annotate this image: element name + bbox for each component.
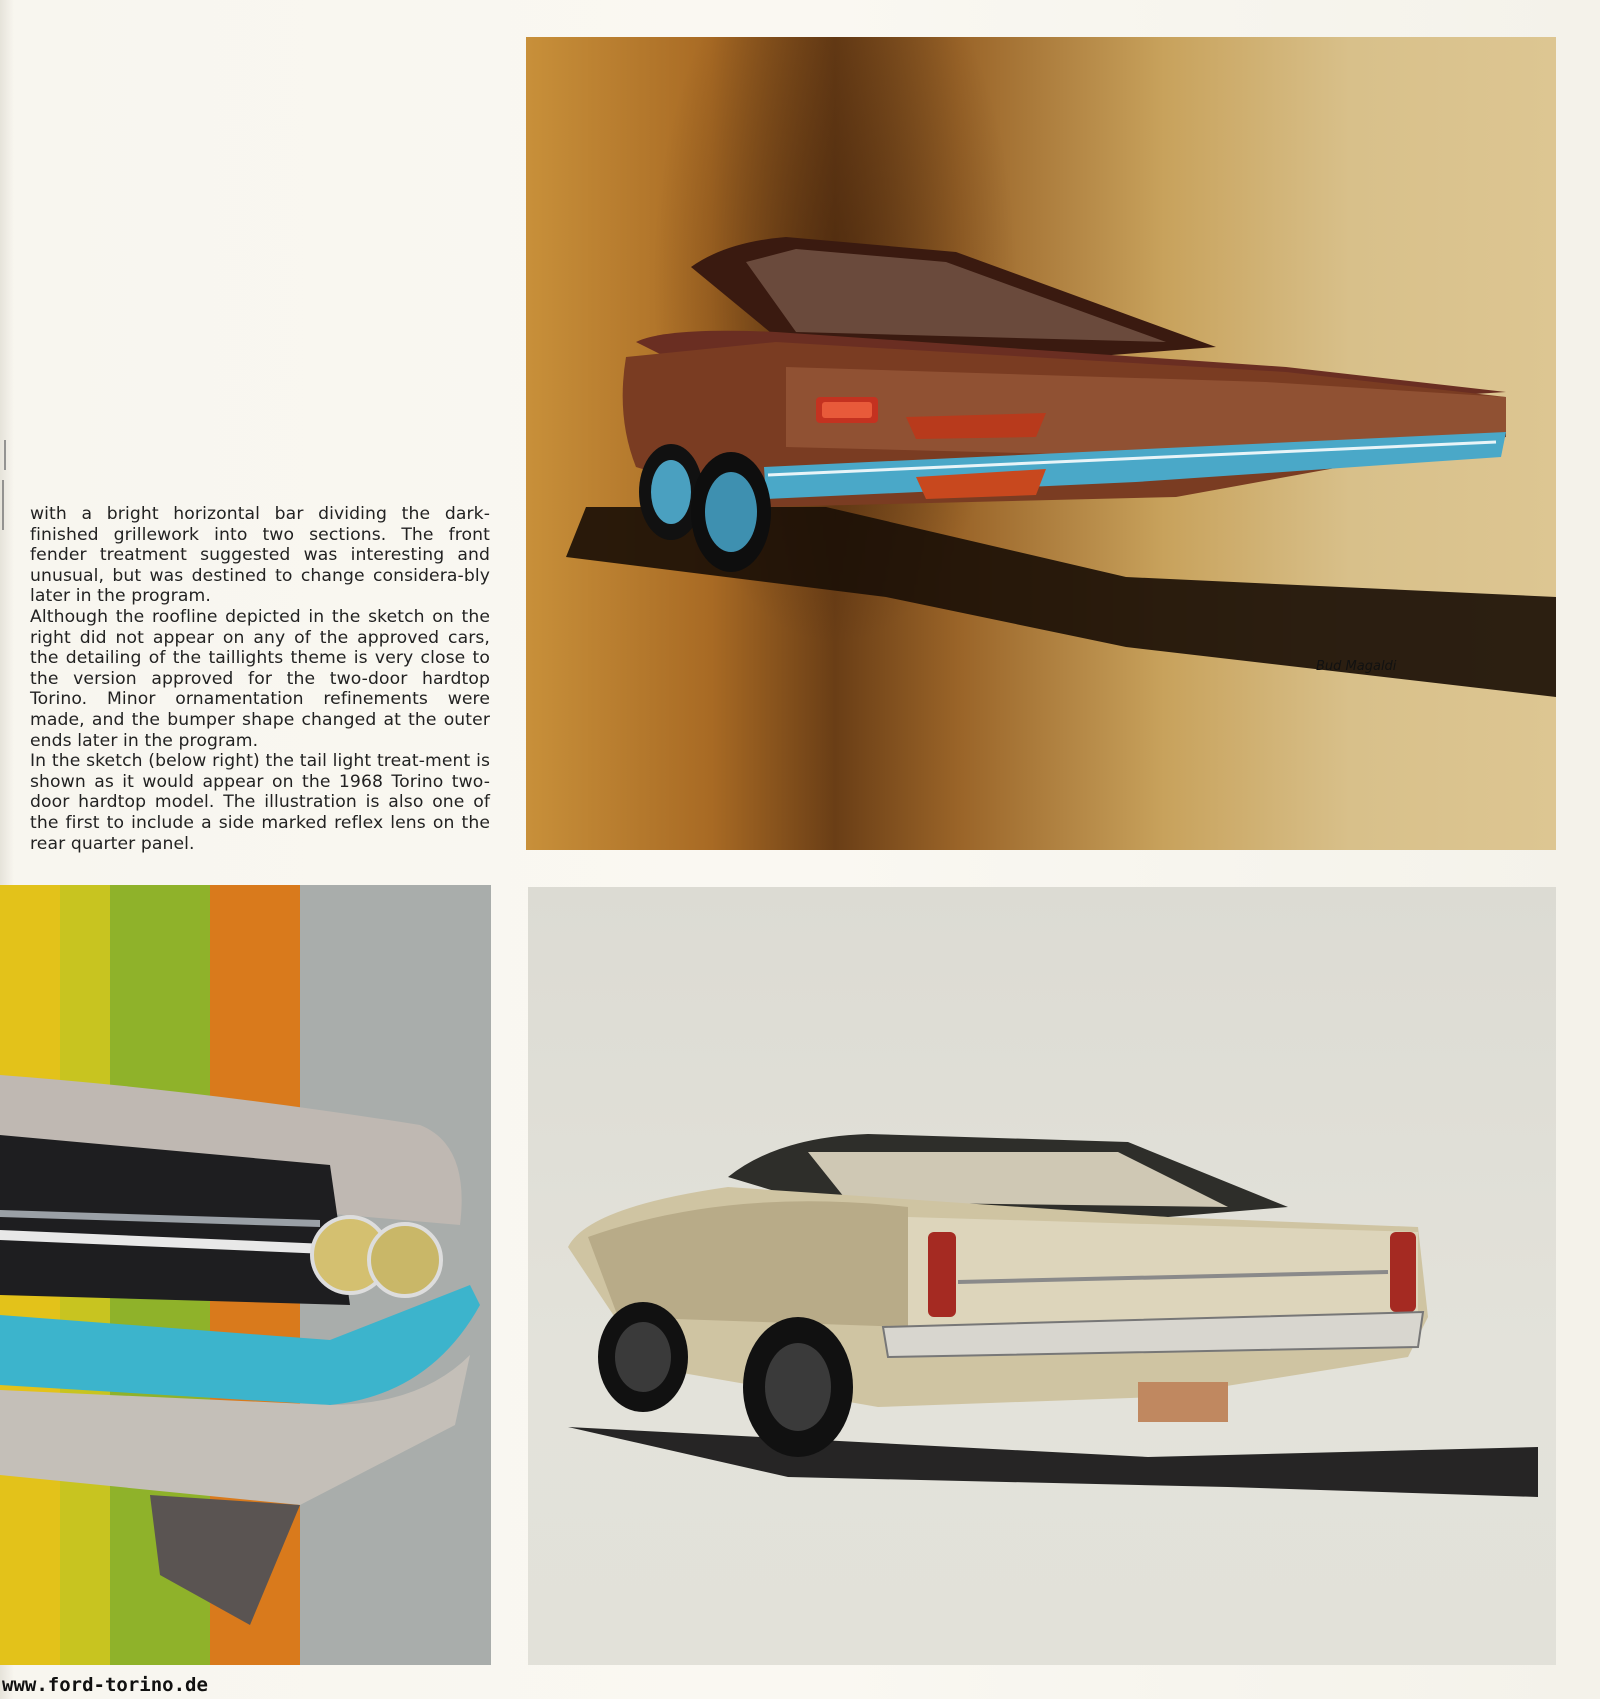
front-fender-sketch: [0, 885, 491, 1665]
paragraph-3: In the sketch (below right) the tail light treat-ment is shown as it would appear on the 1968 Torino two-door hardtop model. The illustration is also one of the first to include a side marked reflex lens on the rear quarter panel.: [30, 751, 490, 854]
rear-hardtop-sketch: [528, 887, 1556, 1665]
body-text: [30, 504, 490, 854]
paragraph-1: with a bright horizontal bar dividing the dark-finished grillework into two sections. The front fender treatment suggested was interesting and unusual, but was destined to change considera-bly later in the program.: [30, 504, 490, 607]
illustration-bottom-left: [0, 885, 491, 1665]
paragraph-2: Although the roofline depicted in the sketch on the right did not appear on any of the approved cars, the detailing of the taillights theme is very close to the version approved for the two-door hardtop Torino. Minor ornamentation refinements were made, and the bumper shape changed at the outer ends later in the program.: [30, 606, 490, 751]
illustration-top-right: [526, 37, 1556, 850]
illustration-bottom-right: [528, 887, 1556, 1665]
rear-fastback-sketch: [526, 37, 1556, 850]
binding-mark: [2, 440, 8, 530]
footer-url[interactable]: www.ford-torino.de: [2, 1674, 208, 1696]
artist-signature: Bud Magaldi: [1316, 659, 1397, 674]
